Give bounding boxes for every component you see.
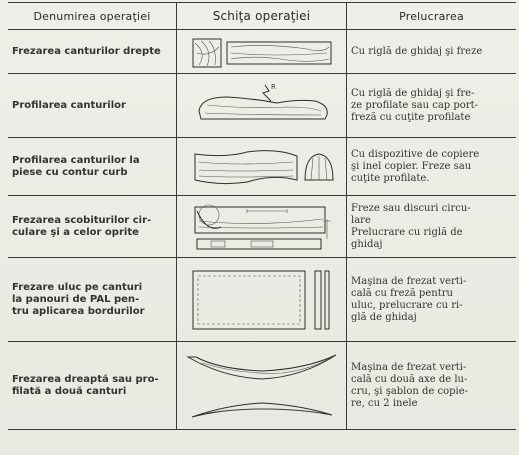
operation-name: Profilarea canturilor: [12, 99, 126, 111]
table-row: [8, 258, 516, 342]
processing-text: Maşina de frezat verti- cală cu freză pentru uluc, prelucrare cu ri- glă de ghidaj: [351, 275, 467, 323]
operations-table: [8, 2, 516, 430]
edge-profiling-sketch: [187, 79, 337, 133]
panel-groove-milling-sketch: [187, 265, 337, 335]
header-sketch: Schiţa operaţiei: [177, 3, 347, 30]
circular-recess-milling-sketch: [187, 199, 337, 255]
processing-text: Cu riglă de ghidaj şi fre- ze profilate sau cap port- freză cu cuţite profilate: [351, 87, 478, 123]
operation-name: Profilarea canturilor la piese cu contur curb: [12, 154, 140, 178]
processing-text: Maşina de frezat verti- cală cu două axe de lu- cru, şi şablon de copie- re, cu 2 inele: [351, 361, 469, 409]
operation-name: Frezarea dreaptă sau pro- filată a două canturi: [12, 373, 159, 397]
table-row: [8, 138, 516, 196]
operation-name: Frezarea canturilor drepte: [12, 45, 161, 57]
header-operation: Denumirea operaţiei: [8, 3, 177, 30]
processing-text: Cu dispozitive de copiere şi inel copier. Freze sau cuţite profilate.: [351, 148, 480, 184]
operation-name: Frezare uluc pe canturi la panouri de PAL pen- tru aplicarea bordurilor: [12, 281, 145, 317]
svg-text:R: R: [270, 82, 276, 91]
double-edge-milling-sketch: [182, 347, 342, 425]
table-row: [8, 196, 516, 258]
table-row: [8, 74, 516, 138]
operation-name: Frezarea scobiturilor cir- culare şi a celor oprite: [12, 214, 152, 238]
table-row: [8, 30, 516, 74]
processing-text: Cu riglă de ghidaj şi freze: [351, 45, 483, 57]
processing-text: Freze sau discuri circu- lare Prelucrare cu riglă de ghidaj: [351, 202, 471, 250]
table-row: [8, 342, 516, 430]
curved-contour-profiling-sketch: [187, 144, 337, 190]
straight-edge-milling-sketch: [187, 33, 337, 71]
header-processing: Prelucrarea: [347, 3, 517, 30]
table-header-row: [8, 3, 516, 30]
